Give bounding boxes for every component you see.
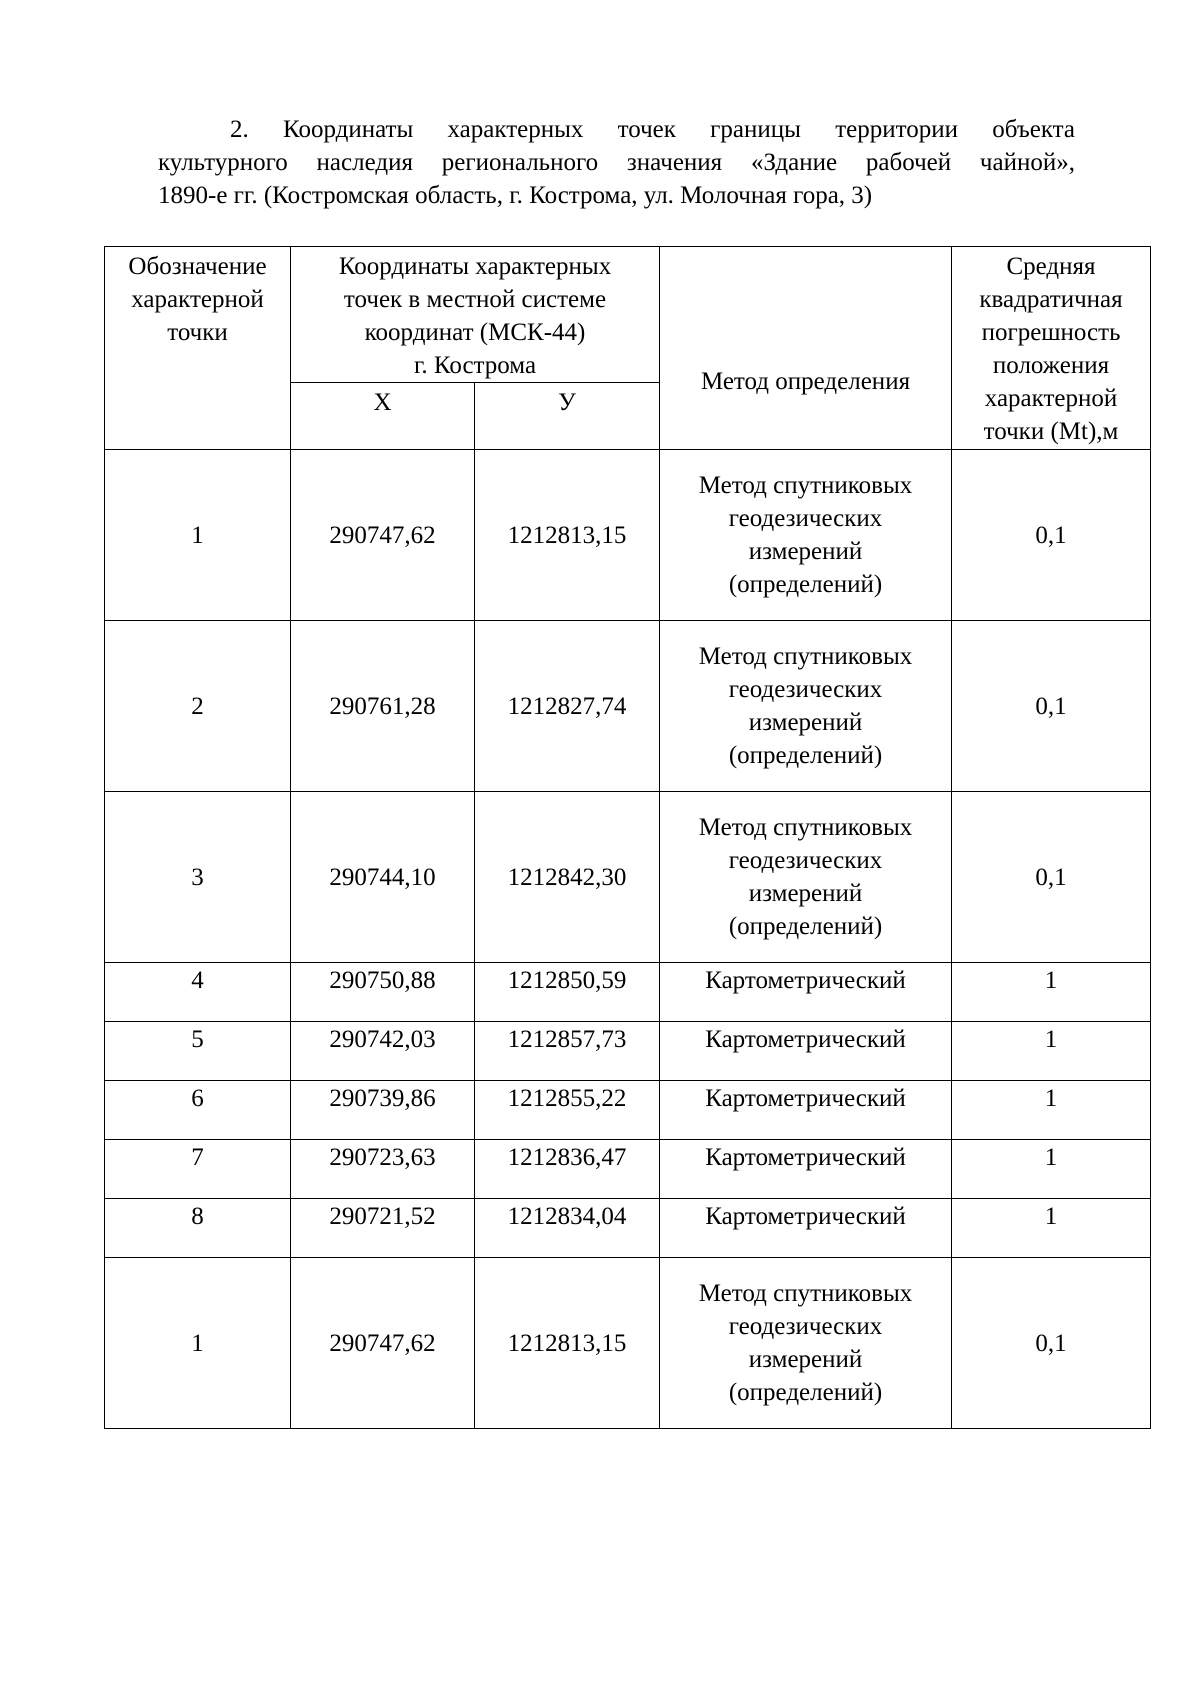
- cell-method-line: измерений: [748, 538, 863, 565]
- cell-point: 6: [105, 1081, 291, 1140]
- cell-error: 0,1: [952, 450, 1151, 621]
- cell-method-line: (определений): [728, 571, 883, 598]
- cell-method-line: Метод спутниковых: [698, 472, 913, 499]
- table-row: [105, 1199, 1151, 1258]
- cell-y: 1212857,73: [475, 1022, 660, 1081]
- cell-method-line: измерений: [748, 880, 863, 907]
- header-coordinates: [291, 247, 660, 383]
- cell-x: 290761,28: [291, 621, 475, 792]
- header-error-line: положения: [992, 352, 1110, 379]
- header-error-line: Средняя: [1006, 253, 1096, 280]
- cell-error: 1: [952, 1081, 1151, 1140]
- cell-error: 0,1: [952, 792, 1151, 963]
- section-heading: [158, 113, 1075, 212]
- cell-x: 290747,62: [291, 450, 475, 621]
- table-row: [105, 1081, 1151, 1140]
- header-error: [952, 247, 1151, 450]
- cell-method: Картометрический: [660, 1081, 952, 1140]
- header-error-line: квадратичная: [979, 286, 1123, 313]
- table-row: [105, 450, 1151, 621]
- header-error-line: погрешность: [981, 319, 1121, 346]
- cell-method-line: геодезических: [728, 676, 883, 703]
- cell-method-line: Метод спутниковых: [698, 643, 913, 670]
- cell-point: 1: [105, 450, 291, 621]
- cell-point: 5: [105, 1022, 291, 1081]
- cell-point: 4: [105, 963, 291, 1022]
- cell-point: 7: [105, 1140, 291, 1199]
- header-coordinates-line: г. Кострома: [413, 352, 537, 379]
- header-coordinates-line: координат (МСК-44): [364, 319, 586, 346]
- cell-error: 0,1: [952, 621, 1151, 792]
- table-row: [105, 1258, 1151, 1429]
- cell-error: 1: [952, 1199, 1151, 1258]
- cell-x: 290742,03: [291, 1022, 475, 1081]
- cell-method-line: Метод спутниковых: [698, 1280, 913, 1307]
- cell-x: 290750,88: [291, 963, 475, 1022]
- cell-method-line: геодезических: [728, 1313, 883, 1340]
- cell-method: [660, 792, 952, 963]
- header-error-line: характерной: [984, 385, 1118, 412]
- cell-error: 1: [952, 963, 1151, 1022]
- cell-method-line: (определений): [728, 913, 883, 940]
- header-point-line: характерной: [131, 286, 264, 313]
- cell-y: 1212813,15: [475, 450, 660, 621]
- cell-point: 1: [105, 1258, 291, 1429]
- table-body: [105, 450, 1151, 1429]
- cell-error: 1: [952, 1140, 1151, 1199]
- cell-y: 1212850,59: [475, 963, 660, 1022]
- cell-method-line: Метод спутниковых: [698, 814, 913, 841]
- cell-y: 1212842,30: [475, 792, 660, 963]
- cell-x: 290721,52: [291, 1199, 475, 1258]
- header-coordinates-line: Координаты характерных: [338, 253, 612, 280]
- cell-method-line: геодезических: [728, 505, 883, 532]
- cell-point: 3: [105, 792, 291, 963]
- heading-line-3: 1890-е гг. (Костромская область, г. Кострома, ул. Молочная гора, 3): [158, 182, 873, 209]
- coordinates-table: [104, 246, 1151, 1429]
- cell-method: Картометрический: [660, 963, 952, 1022]
- cell-error: 1: [952, 1022, 1151, 1081]
- table-row: [105, 621, 1151, 792]
- table-row: [105, 963, 1151, 1022]
- table-row: [105, 1140, 1151, 1199]
- heading-line-1: 2. Координаты характерных точек границы территории объекта: [230, 116, 1075, 143]
- table-row: [105, 1022, 1151, 1081]
- cell-method: [660, 450, 952, 621]
- cell-point: 8: [105, 1199, 291, 1258]
- cell-method: [660, 1258, 952, 1429]
- header-point-line: Обозначение: [128, 253, 267, 280]
- cell-method-line: (определений): [728, 1379, 883, 1406]
- header-point-line: точки: [167, 319, 228, 346]
- cell-y: 1212855,22: [475, 1081, 660, 1140]
- header-x: Х: [291, 383, 475, 450]
- cell-x: 290723,63: [291, 1140, 475, 1199]
- header-y: У: [475, 383, 660, 450]
- cell-method: Картометрический: [660, 1199, 952, 1258]
- cell-x: 290747,62: [291, 1258, 475, 1429]
- cell-method-line: (определений): [728, 742, 883, 769]
- cell-error: 0,1: [952, 1258, 1151, 1429]
- cell-y: 1212834,04: [475, 1199, 660, 1258]
- heading-line-2: культурного наследия регионального значения «Здание рабочей чайной»,: [158, 149, 1075, 176]
- cell-method: Картометрический: [660, 1022, 952, 1081]
- cell-y: 1212836,47: [475, 1140, 660, 1199]
- cell-x: 290739,86: [291, 1081, 475, 1140]
- table-row: [105, 792, 1151, 963]
- cell-y: 1212827,74: [475, 621, 660, 792]
- header-point: [105, 247, 291, 450]
- cell-method: [660, 621, 952, 792]
- cell-y: 1212813,15: [475, 1258, 660, 1429]
- cell-point: 2: [105, 621, 291, 792]
- cell-method: Картометрический: [660, 1140, 952, 1199]
- cell-method-line: измерений: [748, 1346, 863, 1373]
- cell-method-line: геодезических: [728, 847, 883, 874]
- table-header: [105, 247, 1151, 450]
- header-coordinates-line: точек в местной системе: [343, 286, 607, 313]
- cell-x: 290744,10: [291, 792, 475, 963]
- header-method: Метод определения: [660, 247, 952, 450]
- cell-method-line: измерений: [748, 709, 863, 736]
- header-error-line: точки (Mt),м: [983, 418, 1119, 445]
